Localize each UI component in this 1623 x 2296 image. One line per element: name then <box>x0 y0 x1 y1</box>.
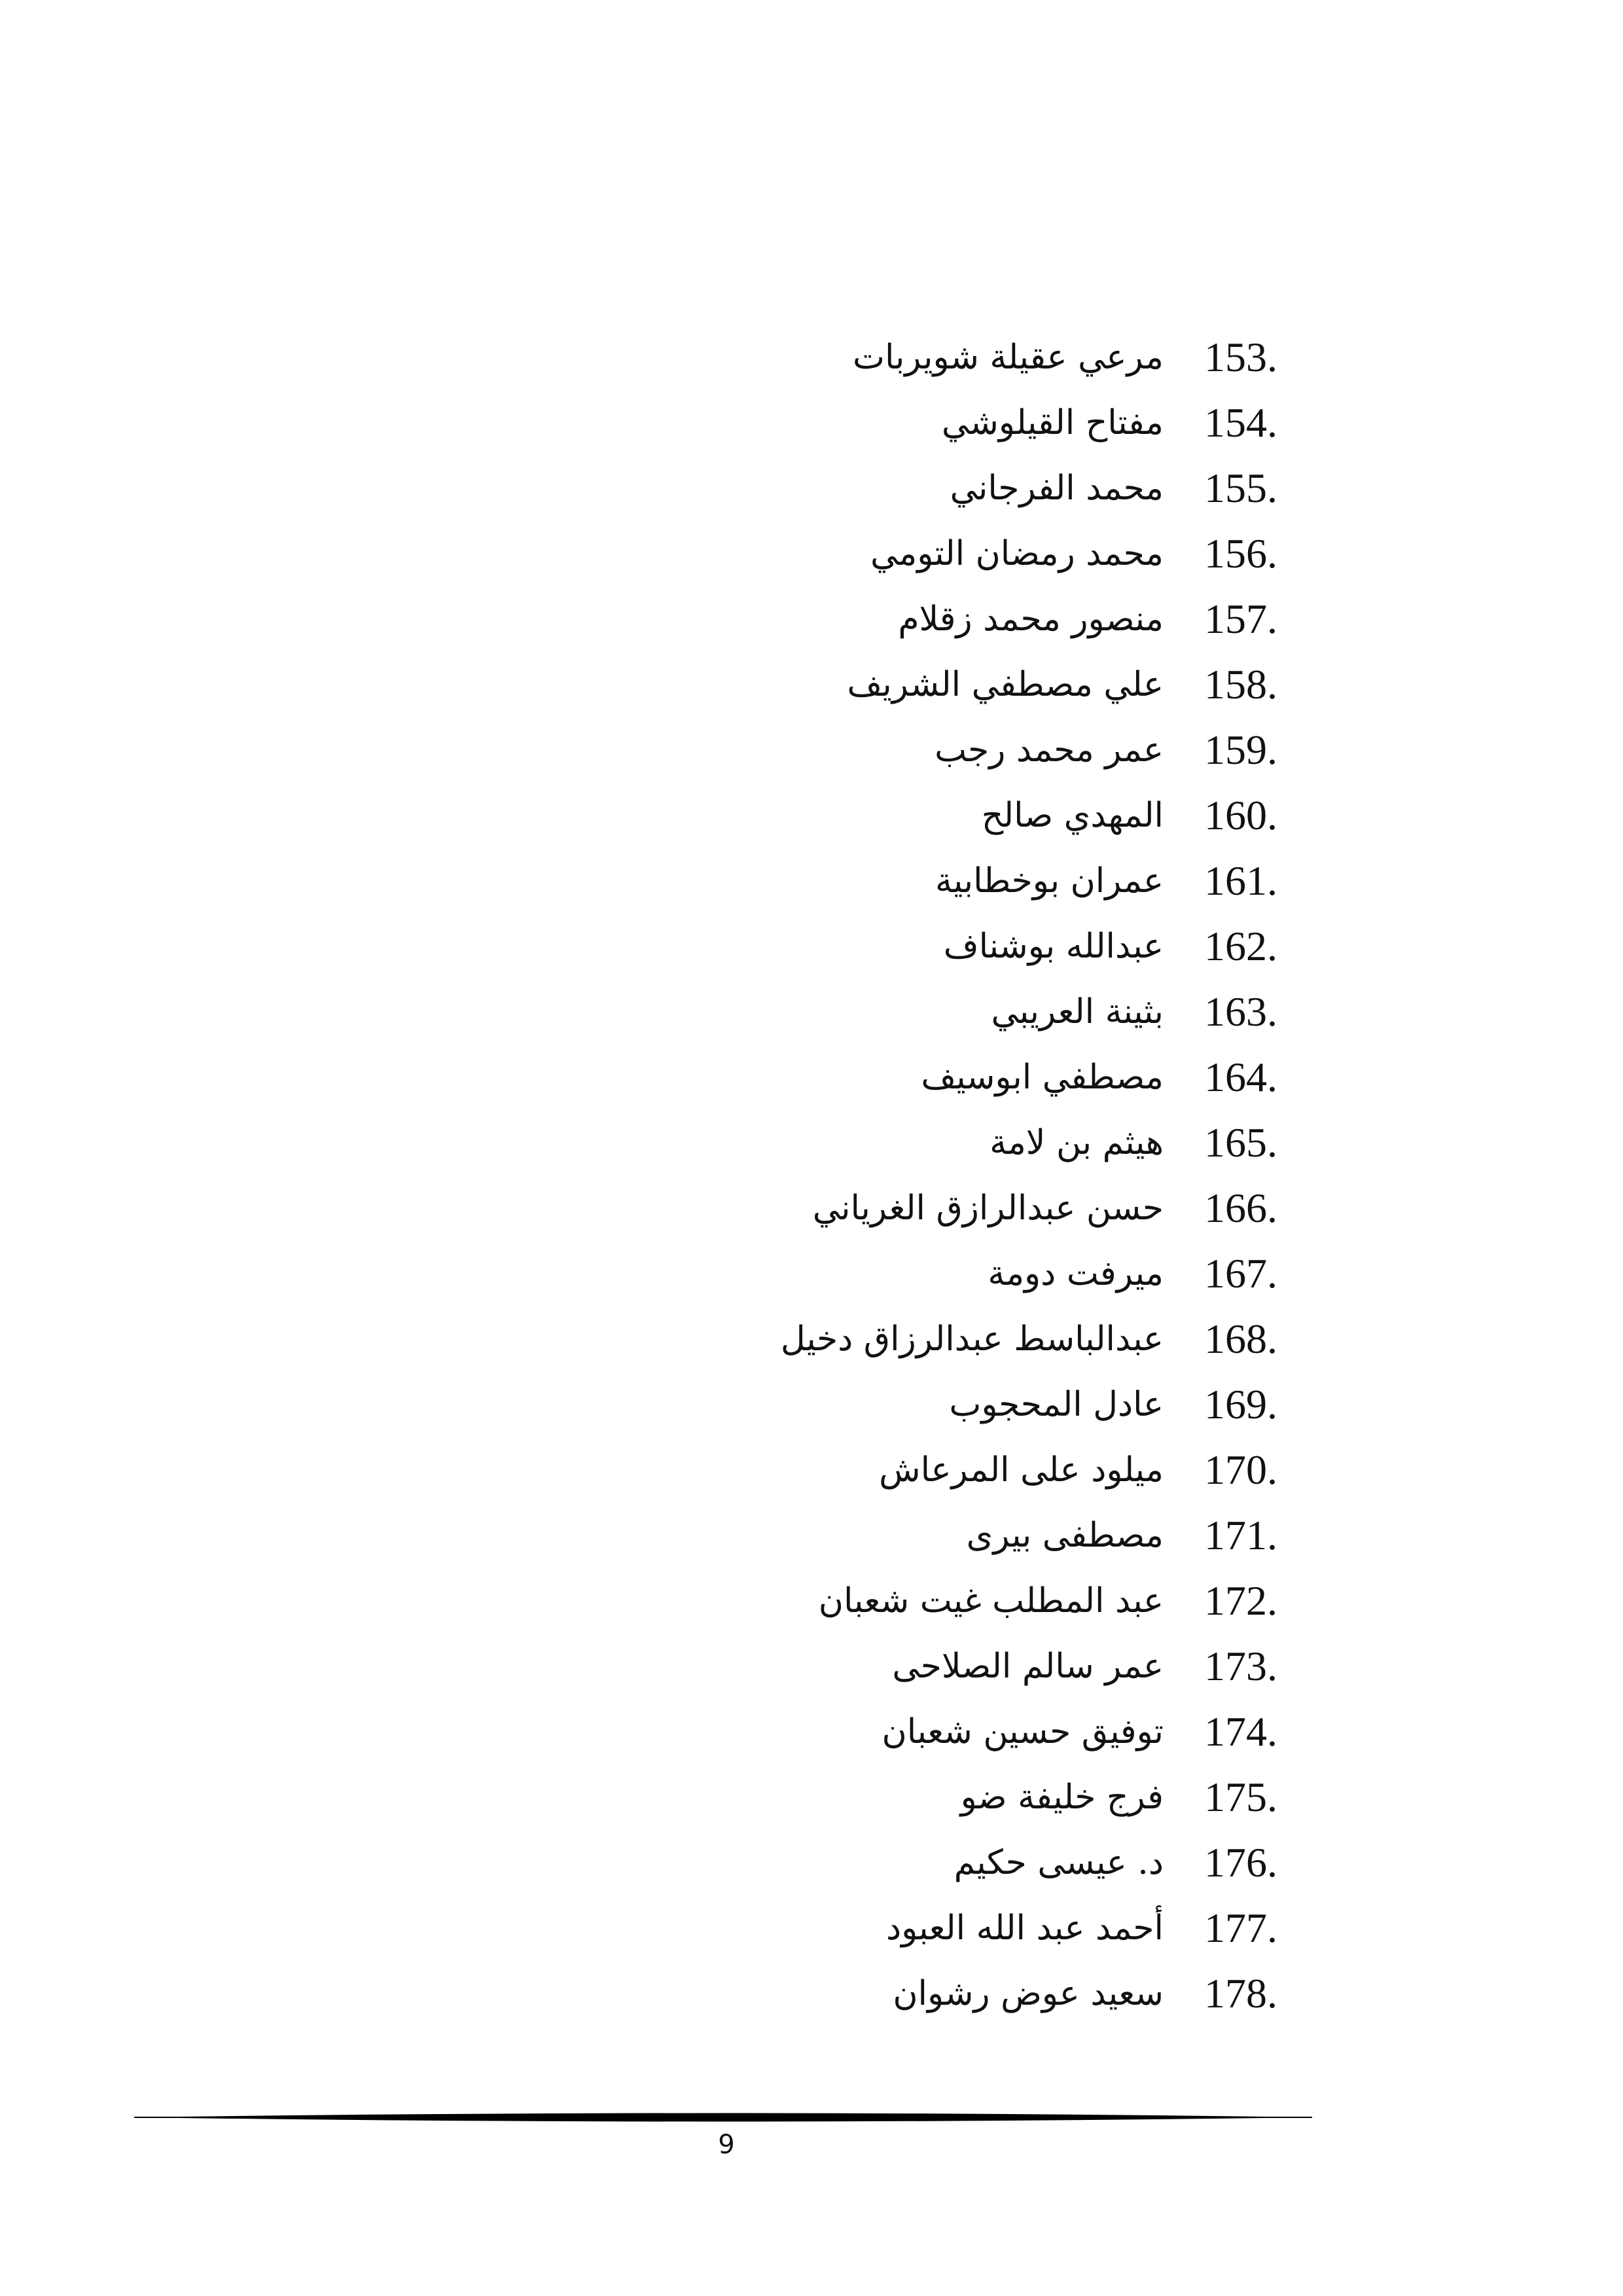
entry-number: 158. <box>1204 660 1277 708</box>
entry-name: ميرفت دومة <box>988 1253 1164 1293</box>
list-item <box>898 586 1302 651</box>
entry-name: هيثم بن لامة <box>990 1122 1164 1162</box>
list-item <box>954 1829 1302 1895</box>
list-item <box>921 1044 1302 1109</box>
list-item <box>949 1371 1302 1437</box>
entry-name: عمر محمد رجب <box>935 730 1164 770</box>
entry-name: ميلود على المرعاش <box>879 1450 1164 1490</box>
entry-number: 178. <box>1204 1969 1277 2017</box>
list-item <box>990 1109 1302 1175</box>
list-item <box>935 848 1302 913</box>
entry-number: 164. <box>1204 1053 1277 1100</box>
list-item <box>870 520 1302 586</box>
entry-name: عبدالباسط عبدالرزاق دخيل <box>780 1319 1164 1359</box>
entry-name: عادل المحجوب <box>949 1384 1164 1424</box>
entry-number: 167. <box>1204 1249 1277 1297</box>
list-item <box>944 913 1302 978</box>
footer-divider <box>134 2109 1312 2126</box>
entry-name: د. عيسى حكيم <box>954 1842 1164 1882</box>
entry-number: 159. <box>1204 726 1277 773</box>
entry-name: سعيد عوض رشوان <box>893 1973 1164 2013</box>
entry-name: فرج خليفة ضو <box>960 1777 1164 1817</box>
entry-name: عبد المطلب غيت شعبان <box>818 1581 1164 1621</box>
entry-name: بثينة العريبي <box>991 992 1164 1031</box>
entry-name: محمد رمضان التومي <box>870 533 1164 573</box>
entry-number: 153. <box>1204 333 1277 380</box>
entry-number: 169. <box>1204 1380 1277 1427</box>
entry-name: مصطفى بيرى <box>966 1515 1164 1555</box>
page-number: 9 <box>718 2130 735 2160</box>
entry-number: 155. <box>1204 464 1277 511</box>
list-item <box>847 651 1302 717</box>
list-item <box>781 1306 1302 1371</box>
entry-number: 161. <box>1204 857 1277 904</box>
entry-number: 163. <box>1204 988 1277 1035</box>
entry-name: عبدالله بوشناف <box>943 926 1164 966</box>
entry-name: مرعي عقيلة شويربات <box>853 337 1164 377</box>
list-item <box>886 1895 1302 1960</box>
list-item <box>882 1698 1303 1764</box>
entry-number: 177. <box>1204 1904 1277 1951</box>
list-item <box>935 717 1302 782</box>
entry-number: 156. <box>1204 529 1277 577</box>
list-item <box>819 1568 1302 1633</box>
entry-name: منصور محمد زقلام <box>898 599 1164 639</box>
entry-number: 166. <box>1204 1184 1277 1231</box>
entry-number: 176. <box>1204 1839 1277 1886</box>
entry-number: 175. <box>1204 1773 1277 1820</box>
entry-name: مصطفي ابوسيف <box>921 1057 1164 1097</box>
entry-number: 174. <box>1204 1708 1277 1755</box>
entry-number: 172. <box>1204 1577 1277 1624</box>
list-item <box>942 389 1302 455</box>
list-item <box>967 1502 1302 1568</box>
entry-number: 173. <box>1204 1642 1277 1689</box>
entry-number: 157. <box>1204 595 1277 642</box>
entry-name: توفيق حسين شعبان <box>882 1712 1164 1751</box>
entry-number: 168. <box>1204 1315 1277 1362</box>
list-item <box>988 1240 1302 1306</box>
entry-number: 171. <box>1204 1511 1277 1558</box>
entry-name: عمر سالم الصلاحى <box>892 1646 1164 1686</box>
entry-name: المهدي صالح <box>981 795 1164 835</box>
list-item <box>961 1764 1302 1829</box>
list-item <box>991 978 1302 1044</box>
entry-number: 165. <box>1204 1119 1277 1166</box>
entry-name: عمران بوخطابية <box>935 861 1164 901</box>
entry-name: علي مصطفي الشريف <box>847 664 1164 704</box>
list-item <box>892 1633 1302 1698</box>
entry-number: 154. <box>1204 399 1277 446</box>
entry-number: 162. <box>1204 922 1277 969</box>
list-item <box>879 1437 1302 1502</box>
entry-name: حسن عبدالرازق الغرياني <box>812 1188 1164 1228</box>
entry-number: 160. <box>1204 791 1277 838</box>
entry-number: 170. <box>1204 1446 1277 1493</box>
list-item <box>853 324 1302 389</box>
list-item <box>813 1175 1302 1240</box>
entry-name: مفتاح القيلوشي <box>941 403 1164 442</box>
list-item <box>893 1960 1302 2026</box>
list-item <box>982 782 1302 848</box>
entry-name: محمد الفرجاني <box>950 468 1164 508</box>
entry-name: أحمد عبد الله العبود <box>885 1908 1164 1948</box>
list-item <box>950 455 1302 520</box>
